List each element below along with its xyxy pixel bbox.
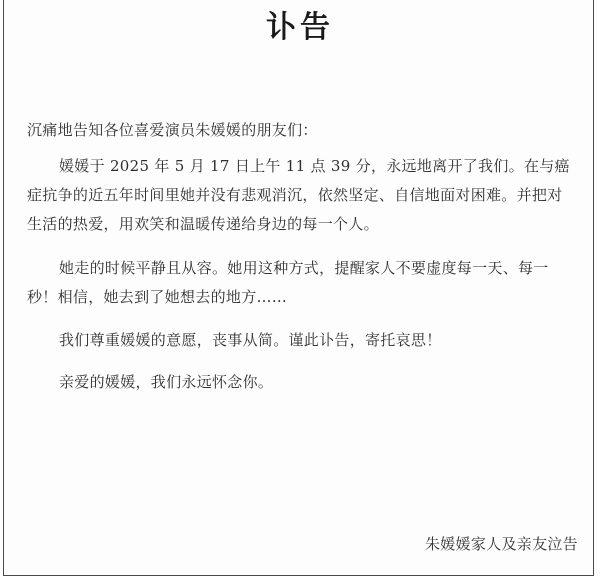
paragraph-text: 亲爱的媛媛，我们永远怀念你。 (59, 373, 274, 391)
paragraph-text: 我们尊重媛媛的意愿，丧事从简。谨此讣告，寄托哀思！ (59, 331, 442, 349)
paragraph-text: 她走的时候平静且从容。她用这种方式，提醒家人不要虚度每一天、每一秒！相信，她去到了她想去的地方…… (27, 259, 549, 306)
paragraph-announcement (27, 152, 575, 239)
paragraph-farewell (27, 368, 575, 397)
salutation: 沉痛地告知各位喜爱演员朱媛媛的朋友们： (27, 121, 318, 139)
notice-title: 讣告 (266, 10, 334, 45)
paragraph-peaceful (27, 254, 575, 312)
paragraph-funeral (27, 326, 575, 355)
signature: 朱媛媛家人及亲友泣告 (424, 535, 578, 553)
paragraph-text: 媛媛于 2025 年 5 月 17 日上午 11 点 39 分，永远地离开了我们。在与癌症抗争的近五年时间里她并没有悲观消沉，依然坚定、自信地面对困难。并把对生活的热爱，用欢笑和温暖传递给身边的每一个人。 (27, 157, 570, 233)
